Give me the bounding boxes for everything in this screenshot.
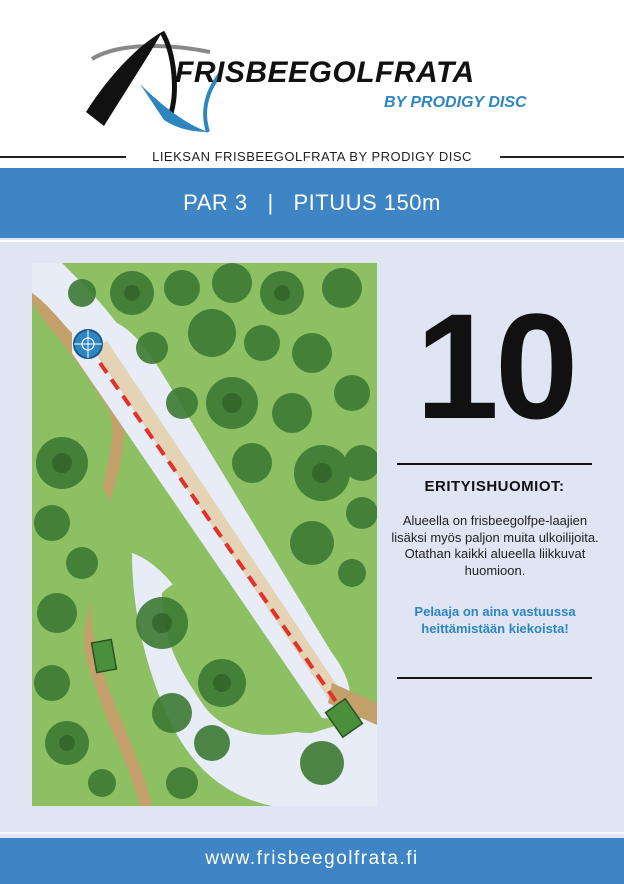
hole-info: PAR 3 | PITUUS 150m <box>183 190 441 215</box>
divider <box>0 240 624 242</box>
divider <box>0 832 624 834</box>
basket-icon <box>74 330 102 358</box>
footer <box>0 838 624 884</box>
course-name: LIEKSAN FRISBEEGOLFRATA BY PRODIGY DISC <box>152 149 472 164</box>
notes-warning: Pelaaja on aina vastuussa heittämistään kiekoista! <box>414 604 576 636</box>
notes-body: Alueella on frisbeegolfpe-laajien lisäksi myös paljon muita ulkoilijoita. Otathan kaikki alueella liikkuvat huomioon. <box>391 513 599 578</box>
header <box>0 0 624 168</box>
divider <box>397 463 592 465</box>
tee-pad-icon <box>92 639 117 672</box>
notes-title: ERITYISHUOMIOT: <box>424 478 565 495</box>
divider <box>397 677 592 679</box>
hole-number: 10 <box>415 282 575 450</box>
course-name-row <box>0 146 624 168</box>
logo-subtitle: BY PRODIGY DISC <box>384 94 527 111</box>
logo-title: FRISBEEGOLFRATA <box>175 56 475 89</box>
hole-map <box>32 263 377 806</box>
website-link[interactable]: www.frisbeegolfrata.fi <box>205 848 419 869</box>
hole-info-bar <box>0 168 624 238</box>
